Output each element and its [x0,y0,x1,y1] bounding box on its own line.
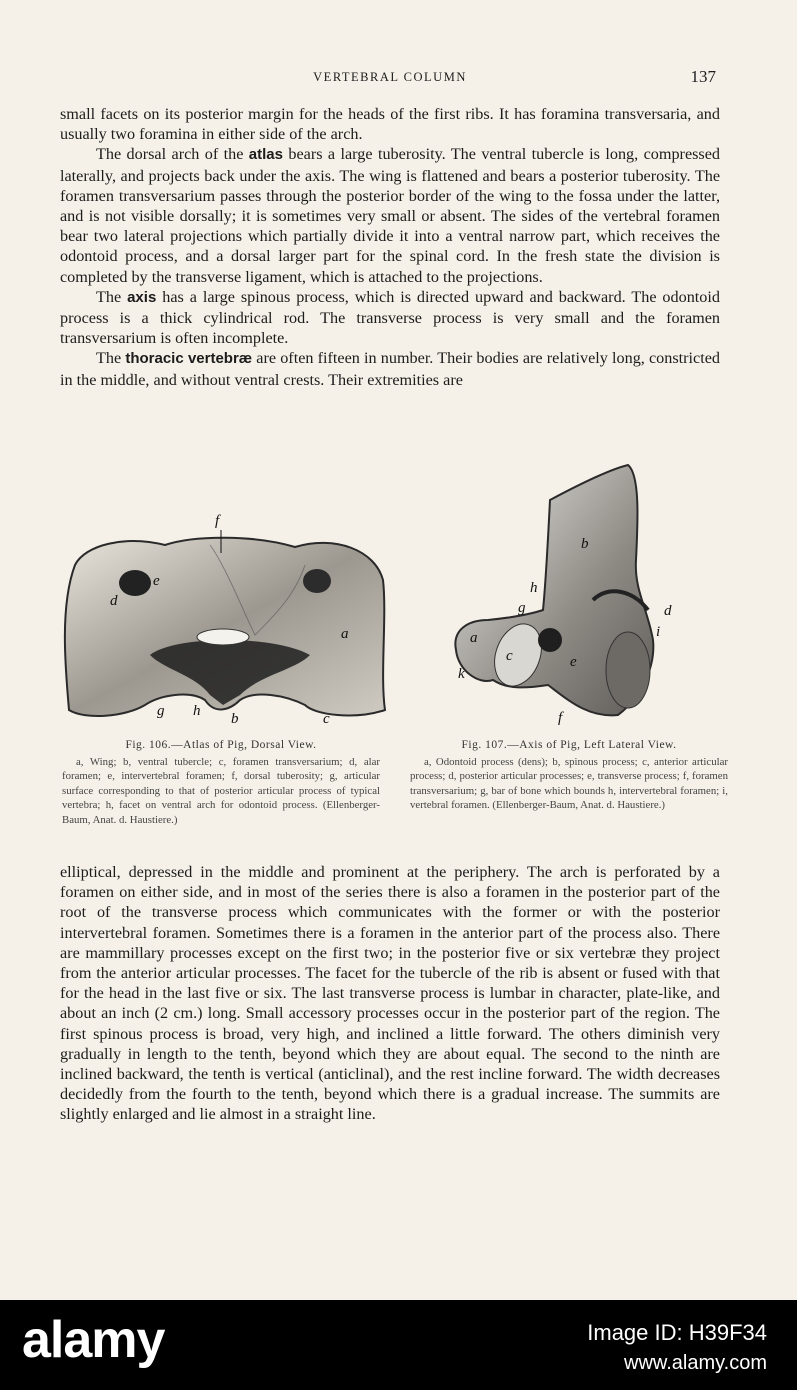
figure-106-legend: a, Wing; b, ventral tubercle; c, foramen transversarium; d, alar foramen; e, intervertebral foramen; f, dorsal tuberosity; g, articular surface corresponding to that of posterior articular process of typical vertebra; h, facet on ventral arch for odontoid process. (Ellenberger-Baum, Anat. d. Haustiere.) [62,755,380,826]
term-axis: axis [127,288,157,306]
figure-106-atlas-illustration [55,505,395,730]
term-atlas: atlas [248,146,283,164]
label-g: g [518,600,526,616]
label-f: f [215,513,220,529]
paragraph-atlas: The dorsal arch of the atlas bears a large tuberosity. The ventral tubercle is long, compressed laterally, and projects back under the axis. The wing is flattened and bears a posterior tuberosity. The foramen transversarium passes through the posterior border of the wing to the fossa under the latter, and is not visible dorsally; it is sometimes very small or absent. The sides of the vertebral foramen bear two lateral projections which partially divide it into a ventral narrow part, which receives the odontoid process, and a dorsal larger part for the spinal cord. In the fresh state the division is completed by the transverse ligament, which is attached to the projections. [60,145,721,286]
label-d: d [664,603,672,619]
site-url: www.alamy.com [624,1352,767,1374]
paragraph: elliptical, depressed in the middle and prominent at the periphery. The arch is perforated by a foramen on either side, and in most of the series there is also a foramen in the posterior part of the root of the transverse process which communicates with the former or with the posterior intervertebral foramen. Sometimes there is a foramen in the anterior part of the process also. There are mammillary processes except on the first two; in the posterior five or six vertebræ they project from the anterior articular processes. The facet for the tubercle of the rib is absent or fused with that for the head in the last five or six. The last transverse process is lumbar in character, plate-like, and about an inch (2 cm.) long. Small accessory processes occur in the posterior part of the region. The first spinous process is broad, very high, and inclined a little forward. The others diminish very gradually in length to the tenth, beyond which they are about equal. The second to the ninth are inclined backward, the tenth is vertical (anticlinal), and the rest incline forward. The width decreases decidedly from the fourth to the tenth, beyond which there is a gradual increase. The summits are slightly enlarged and lie almost in a straight line. [60,863,720,1124]
label-b: b [231,711,239,727]
label-b: b [581,536,589,552]
figure-106-caption [62,738,380,827]
label-a: a [341,626,349,642]
label-g: g [157,703,165,719]
watermark-banner [0,1300,797,1390]
figure-107-caption [410,738,728,813]
page-number: 137 [690,67,716,86]
label-k: k [458,666,465,682]
paragraph-axis: The axis has a large spinous process, which is directed upward and backward. The odontoid process is a thick cylindrical rod. The transverse process is very small and the foramen transversarium is often incomplete. [60,287,720,348]
image-id: Image ID: H39F34 [587,1320,767,1345]
label-c: c [323,711,330,727]
term-thoracic-vertebrae: thoracic vertebræ [125,350,253,368]
running-title: VERTEBRAL COLUMN [313,70,467,84]
label-c: c [506,648,513,664]
page-header [60,67,720,90]
figure-107-axis-illustration [448,460,688,730]
paragraph: small facets on its posterior margin for the heads of the first ribs. It has foramina transversaria, and usually two foramina in either side of the arch. [60,105,720,144]
label-e: e [570,654,577,670]
label-a: a [470,630,478,646]
label-i: i [656,624,661,640]
body-text-top [60,104,720,390]
label-e: e [153,573,160,589]
label-h: h [530,580,538,596]
body-text-bottom [60,862,720,1125]
paragraph-thoracic: The thoracic vertebræ are often fifteen in number. Their bodies are relatively long, constricted in the middle, and without ventral crests. Their extremities are [60,349,721,389]
figure-107-legend: a, Odontoid process (dens); b, spinous process; c, anterior articular process; d, posterior articular processes; e, transverse process; f, foramen transversarium; g, bar of bone which bounds h, intervertebral foramen; i, vertebral foramen. (Ellenberger-Baum, Anat. d. Haustiere.) [410,755,728,811]
label-d: d [110,593,118,609]
figure-106-title: Fig. 106.—Atlas of Pig, Dorsal View. [125,739,317,751]
figure-107-title: Fig. 107.—Axis of Pig, Left Lateral View. [461,739,677,751]
label-h: h [193,703,201,719]
label-f: f [558,710,563,726]
brand-logo: alamy [22,1311,165,1369]
